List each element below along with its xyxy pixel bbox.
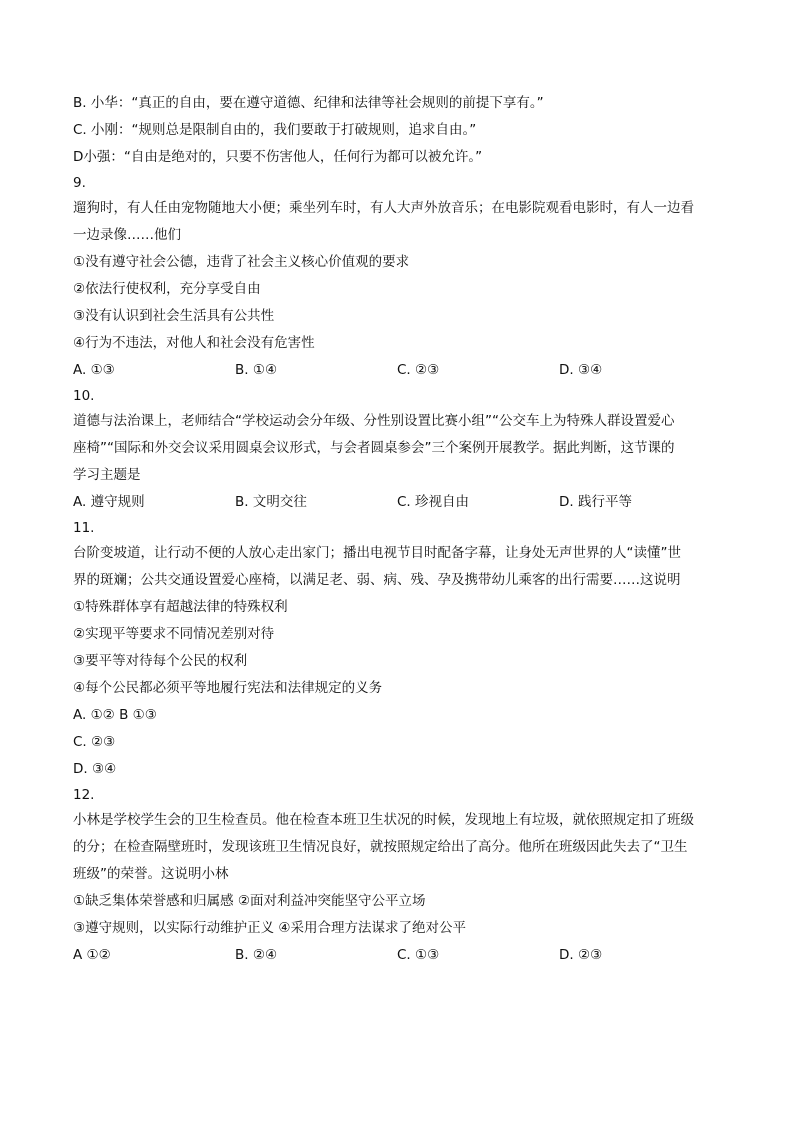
question-8-options <box>73 90 723 171</box>
q12-option-c: C. ①③ <box>397 947 440 963</box>
q12-statements-3-4: ③遵守规则，以实际行动维护正义 ④采用合理方法谋求了绝对公平 <box>73 920 466 936</box>
q10-options <box>73 489 723 516</box>
q9-stem-line-1: 遛狗时，有人任由宠物随地大小便；乘坐列车时，有人大声外放音乐；在电影院观看电影时，有人一边看 <box>73 200 694 216</box>
question-10 <box>73 384 723 516</box>
q12-stem-line-3: 班级”的荣誉。这说明小林 <box>73 866 229 882</box>
q10-option-a: A. 遵守规则 <box>73 494 145 510</box>
q11-number: 11. <box>73 520 95 536</box>
q12-option-b: B. ②④ <box>235 947 278 963</box>
q12-stem-line-1: 小林是学校学生会的卫生检查员。他在检查本班卫生状况的时候，发现地上有垃圾，就依照规定扣了班级 <box>73 812 694 828</box>
q12-option-d: D. ②③ <box>559 947 603 963</box>
q11-option-c: C. ②③ <box>73 734 116 750</box>
q12-statements-1-2: ①缺乏集体荣誉感和归属感 ②面对利益冲突能坚守公平立场 <box>73 893 426 909</box>
q10-option-b: B. 文明交往 <box>235 494 307 510</box>
q9-statement-1: ①没有遵守社会公德，违背了社会主义核心价值观的要求 <box>73 254 410 270</box>
question-12 <box>73 783 723 969</box>
q9-statement-3: ③没有认识到社会生活具有公共性 <box>73 308 275 324</box>
q11-statement-2: ②实现平等要求不同情况差别对待 <box>73 626 275 642</box>
q12-number: 12. <box>73 787 95 803</box>
question-9 <box>73 171 723 384</box>
q10-stem-line-1: 道德与法治课上，老师结合“学校运动会分年级、分性别设置比赛小组”“公交车上为特殊人群设置爱心 <box>73 413 675 429</box>
q11-statement-3: ③要平等对待每个公民的权利 <box>73 653 248 669</box>
q9-statement-2: ②依法行使权利，充分享受自由 <box>73 281 261 297</box>
q8-option-d: D小强：“自由是绝对的，只要不伤害他人，任何行为都可以被允许。” <box>73 149 483 165</box>
q9-option-a: A. ①③ <box>73 362 115 378</box>
q11-statement-1: ①特殊群体享有超越法律的特殊权利 <box>73 599 288 615</box>
q9-options <box>73 357 723 384</box>
q11-option-ab: A. ①② B ①③ <box>73 707 157 723</box>
exam-page <box>73 90 723 969</box>
q12-option-a: A ①② <box>73 947 111 963</box>
q8-option-b: B. 小华：“真正的自由，要在遵守道德、纪律和法律等社会规则的前提下享有。” <box>73 95 544 111</box>
q12-options <box>73 942 723 969</box>
q9-stem-line-2: 一边录像……他们 <box>73 227 181 243</box>
q9-option-b: B. ①④ <box>235 362 278 378</box>
q11-stem-line-1: 台阶变坡道，让行动不便的人放心走出家门；播出电视节目时配备字幕，让身处无声世界的人“读懂”世 <box>73 545 681 561</box>
q11-option-d: D. ③④ <box>73 761 117 777</box>
q11-statement-4: ④每个公民都必须平等地履行宪法和法律规定的义务 <box>73 680 383 696</box>
q11-stem-line-2: 界的斑斓；公共交通设置爱心座椅，以满足老、弱、病、残、孕及携带幼儿乘客的出行需要……这说明 <box>73 572 681 588</box>
q9-option-d: D. ③④ <box>559 362 603 378</box>
q10-option-d: D. 践行平等 <box>559 494 632 510</box>
q9-number: 9. <box>73 175 86 191</box>
q10-number: 10. <box>73 388 95 404</box>
question-11 <box>73 516 723 783</box>
q10-stem-line-2: 座椅”“国际和外交会议采用圆桌会议形式，与会者圆桌参会”三个案例开展教学。据此判断，这节课的 <box>73 440 675 456</box>
q10-stem-line-3: 学习主题是 <box>73 467 141 483</box>
q10-option-c: C. 珍视自由 <box>397 494 470 510</box>
q9-statement-4: ④行为不违法，对他人和社会没有危害性 <box>73 335 315 351</box>
q12-stem-line-2: 的分；在检查隔壁班时，发现该班卫生情况良好，就按照规定给出了高分。他所在班级因此失去了“卫生 <box>73 839 688 855</box>
q8-option-c: C. 小刚：“规则总是限制自由的，我们要敢于打破规则，追求自由。” <box>73 122 477 138</box>
q9-option-c: C. ②③ <box>397 362 440 378</box>
